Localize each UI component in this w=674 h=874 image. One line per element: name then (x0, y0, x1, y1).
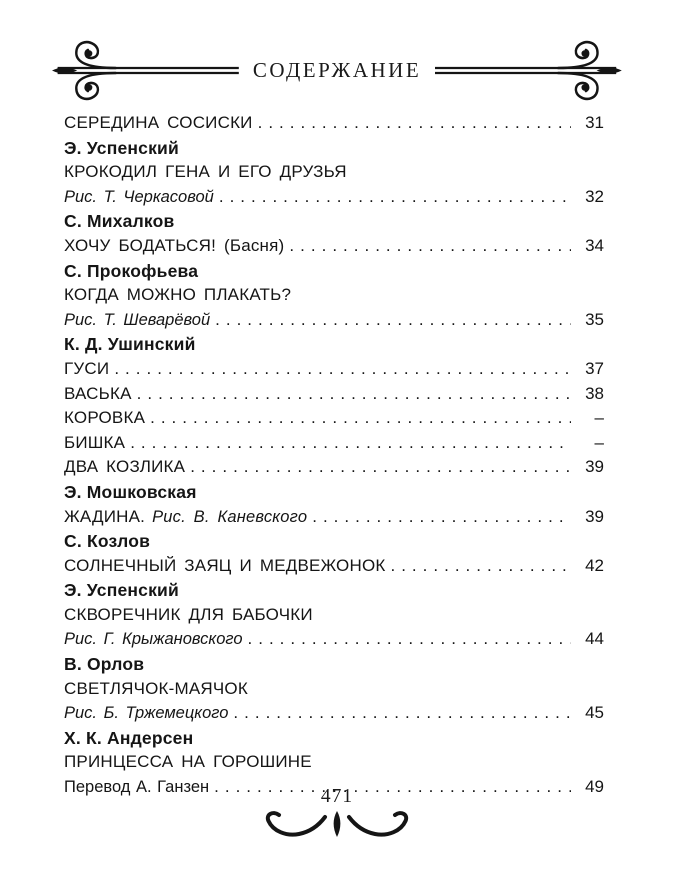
toc-entry (64, 554, 604, 579)
page-number: 32 (585, 186, 604, 206)
toc-author (64, 578, 604, 603)
page-number: 42 (585, 555, 604, 575)
dot-leader (190, 455, 571, 480)
dot-leader (219, 185, 571, 210)
toc-illustrator-credit (64, 308, 604, 333)
dot-leader (233, 701, 571, 726)
toc-entry-title: КОГДА МОЖНО ПЛАКАТЬ? (64, 285, 292, 305)
toc-entry-title: СКВОРЕЧНИК ДЛЯ БАБОЧКИ (64, 604, 313, 624)
toc-entry (64, 111, 604, 136)
toc-author-name: С. Козлов (64, 531, 151, 552)
toc-author (64, 332, 604, 357)
toc-author-name: Х. К. Андерсен (64, 727, 194, 748)
toc-entry-title: КРОКОДИЛ ГЕНА И ЕГО ДРУЗЬЯ (64, 162, 347, 182)
toc-entry (64, 431, 604, 456)
toc-entry (64, 283, 604, 308)
dot-leader (130, 431, 571, 456)
dot-leader (390, 554, 571, 579)
toc-author (64, 259, 604, 284)
page-number: 35 (585, 309, 604, 329)
scroll-ornament-right-icon (435, 38, 622, 102)
toc-author-name: Э. Мошковская (64, 481, 197, 502)
toc-author (64, 726, 604, 751)
dot-leader (114, 357, 571, 382)
toc-entry (64, 234, 604, 259)
toc-author (64, 209, 604, 234)
page-number: 34 (585, 235, 604, 255)
toc-entry-title: БИШКА (64, 432, 126, 452)
toc-author-name: К. Д. Ушинский (64, 334, 196, 355)
page-number: 38 (585, 383, 604, 403)
toc-illustrator-credit (64, 627, 604, 652)
toc-illustrator-credit (64, 701, 604, 726)
toc-credit-text: Перевод А. Ганзен (64, 778, 210, 797)
dot-leader (137, 382, 571, 407)
folio-page-number: 471 (320, 786, 354, 807)
dot-leader (248, 627, 571, 652)
page-number: 39 (585, 506, 604, 526)
toc-author (64, 652, 604, 677)
page-number: – (594, 432, 604, 452)
toc-entry-title: ПРИНЦЕССА НА ГОРОШИНЕ (64, 752, 312, 772)
toc-author (64, 529, 604, 554)
toc-entry (64, 505, 604, 530)
toc-entry-title: ГУСИ (64, 358, 110, 378)
dot-leader (312, 505, 571, 530)
toc-entry (64, 160, 604, 185)
toc-credit-text: Рис. Г. Крыжановского (64, 630, 243, 649)
toc-credit-text: Рис. Б. Тржемецкого (64, 704, 229, 723)
toc-author-name: С. Прокофьева (64, 260, 199, 281)
page-number: 49 (585, 777, 604, 797)
toc-author-name: В. Орлов (64, 654, 145, 675)
toc-entry (64, 750, 604, 775)
toc-entry-title: ДВА КОЗЛИКА (64, 457, 186, 477)
toc-author-name: Э. Успенский (64, 580, 179, 601)
toc-entry (64, 406, 604, 431)
footer-flourish-icon (0, 808, 674, 842)
toc-entry-title: ВАСЬКА (64, 383, 132, 403)
toc-entry-title: СЕРЕДИНА СОСИСКИ (64, 113, 253, 132)
page-number: – (594, 408, 604, 428)
dot-leader (289, 234, 571, 259)
dot-leader (150, 406, 571, 431)
dot-leader (215, 308, 571, 333)
toc-author-name: Э. Успенский (64, 137, 179, 158)
toc-author-name: С. Михалков (64, 211, 175, 232)
toc-entry (64, 455, 604, 480)
dot-leader (258, 111, 571, 136)
toc-entry (64, 382, 604, 407)
toc-entry-title: СВЕТЛЯЧОК-МАЯЧОК (64, 678, 248, 698)
contents-header (52, 38, 622, 102)
toc-entry-title: ЖАДИНА. (64, 506, 146, 526)
toc-entry-title: КОРОВКА (64, 408, 146, 428)
page-footer (0, 786, 674, 842)
toc-entry-title: СОЛНЕЧНЫЙ ЗАЯЦ И МЕДВЕЖОНОК (64, 555, 386, 575)
scroll-ornament-left-icon (52, 38, 239, 102)
toc-illustrator-credit (64, 185, 604, 210)
toc-author (64, 136, 604, 161)
toc-list (64, 111, 604, 800)
toc-credit-text: Рис. В. Каневского (152, 507, 308, 526)
page-number: 39 (585, 457, 604, 477)
page-number: 44 (585, 629, 604, 649)
page-number: 37 (585, 358, 604, 378)
toc-author (64, 480, 604, 505)
toc-entry (64, 603, 604, 628)
page-title: СОДЕРЖАНИЕ (252, 57, 422, 82)
toc-entry (64, 677, 604, 702)
page-number: 45 (585, 703, 604, 723)
toc-entry-title: ХОЧУ БОДАТЬСЯ! (Басня) (64, 235, 285, 255)
page-number: 31 (585, 113, 604, 132)
toc-entry (64, 357, 604, 382)
toc-credit-text: Рис. Т. Черкасовой (64, 187, 214, 206)
toc-credit-text: Рис. Т. Шеварёвой (64, 310, 211, 329)
